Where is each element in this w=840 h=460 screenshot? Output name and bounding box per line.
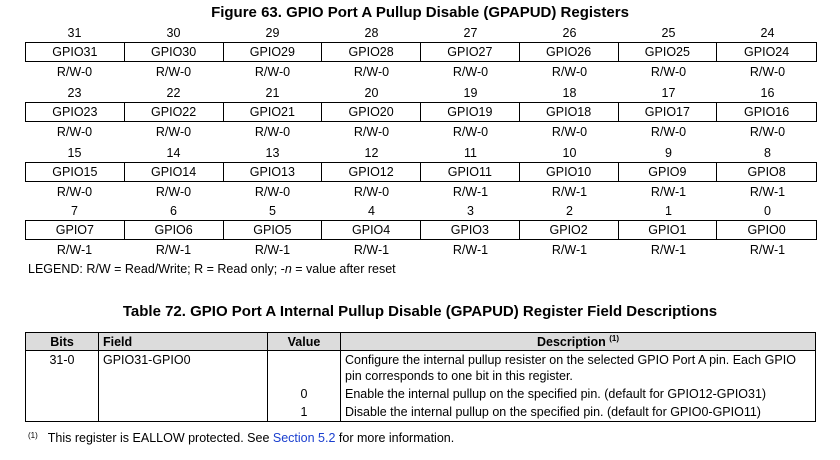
- field-cell: GPIO31-GPIO0: [99, 351, 268, 422]
- bit-number: 9: [665, 146, 672, 160]
- reset-value: R/W-0: [551, 64, 588, 79]
- reset-value: R/W-1: [749, 242, 786, 257]
- bit-number: 3: [467, 204, 474, 218]
- reset-value: R/W-0: [56, 184, 93, 199]
- register-field: GPIO20: [322, 103, 421, 121]
- register-field: GPIO0: [747, 223, 786, 237]
- bit-number: 10: [562, 146, 577, 160]
- footnote: [28, 431, 454, 445]
- reset-value: R/W-0: [254, 124, 291, 139]
- value-cell: [268, 351, 341, 386]
- header-field: Field: [99, 333, 268, 351]
- reset-value: R/W-1: [254, 242, 291, 257]
- bit-number: 16: [760, 86, 775, 100]
- reset-value: R/W-1: [452, 242, 489, 257]
- header-value: Value: [268, 333, 341, 351]
- bit-number: 0: [764, 204, 771, 218]
- register-field: GPIO4: [322, 221, 421, 239]
- header-bits: Bits: [26, 333, 99, 351]
- header-description-label: Description: [536, 335, 606, 350]
- description-cell: Enable the internal pullup on the specified pin. (default for GPIO12-GPIO31): [341, 385, 816, 403]
- header-description: [341, 333, 816, 351]
- register-field: GPIO31: [26, 43, 125, 61]
- bit-number: 25: [661, 26, 676, 40]
- bit-number: 13: [265, 146, 280, 160]
- reset-value: R/W-0: [650, 124, 687, 139]
- reset-value: R/W-1: [650, 242, 687, 257]
- register-field: GPIO1: [619, 221, 718, 239]
- register-field: GPIO15: [26, 163, 125, 181]
- reset-value: R/W-0: [650, 64, 687, 79]
- reset-value-row: [25, 182, 817, 202]
- reset-value: R/W-0: [452, 124, 489, 139]
- description-cell: Configure the internal pullup resister on the selected GPIO Port A pin. Each GPIO pin corresponds to one bit in this register.: [341, 351, 816, 386]
- reset-value: R/W-1: [56, 242, 93, 257]
- reset-value: R/W-0: [452, 64, 489, 79]
- register-group: [25, 86, 817, 142]
- register-field: GPIO10: [520, 163, 619, 181]
- register-field: GPIO27: [421, 43, 520, 61]
- bit-number: 5: [269, 204, 276, 218]
- register-field: GPIO28: [322, 43, 421, 61]
- footnote-text-before: This register is EALLOW protected. See: [47, 431, 273, 445]
- figure-title: Figure 63. GPIO Port A Pullup Disable (GPAPUD) Registers: [211, 4, 629, 21]
- register-field: GPIO14: [125, 163, 224, 181]
- bit-number: 14: [166, 146, 181, 160]
- reset-value: R/W-0: [155, 64, 192, 79]
- reset-value: R/W-1: [155, 242, 192, 257]
- register-group: [25, 26, 817, 82]
- register-field: GPIO13: [224, 163, 323, 181]
- register-field: GPIO30: [125, 43, 224, 61]
- value-cell: 1: [268, 403, 341, 422]
- reset-value: R/W-0: [353, 184, 390, 199]
- bit-number: 19: [463, 86, 478, 100]
- reset-value: R/W-1: [650, 184, 687, 199]
- bit-number: 8: [764, 146, 771, 160]
- register-field: GPIO21: [224, 103, 323, 121]
- legend: [28, 262, 396, 276]
- section-link[interactable]: Section 5.2: [272, 431, 336, 445]
- header-description-note: (1): [609, 333, 620, 343]
- register-field: GPIO22: [125, 103, 224, 121]
- register-field: GPIO25: [619, 43, 718, 61]
- register-field: GPIO16: [744, 105, 790, 119]
- reset-value: R/W-0: [155, 124, 192, 139]
- bit-number: 12: [364, 146, 379, 160]
- table-row: [26, 351, 816, 386]
- bit-number: 20: [364, 86, 379, 100]
- footnote-mark: (1): [28, 431, 38, 440]
- reset-value-row: [25, 240, 817, 260]
- register-field: GPIO24: [744, 45, 790, 59]
- reset-value: R/W-1: [551, 242, 588, 257]
- bit-number: 18: [562, 86, 577, 100]
- legend-prefix: LEGEND: R/W = Read/Write; R = Read only; -: [28, 262, 285, 276]
- table-title: Table 72. GPIO Port A Internal Pullup Disable (GPAPUD) Register Field Descriptions: [122, 303, 718, 320]
- reset-value: R/W-0: [254, 64, 291, 79]
- bit-number: 17: [661, 86, 676, 100]
- bit-number: 30: [166, 26, 181, 40]
- bit-number-row: [25, 86, 817, 102]
- bit-number: 24: [760, 26, 775, 40]
- reset-value: R/W-0: [56, 64, 93, 79]
- bit-number: 7: [71, 204, 78, 218]
- register-field: GPIO6: [125, 221, 224, 239]
- value-cell: 0: [268, 385, 341, 403]
- reset-value: R/W-1: [452, 184, 489, 199]
- register-field: GPIO11: [421, 163, 520, 181]
- reset-value: R/W-0: [551, 124, 588, 139]
- register-field: GPIO7: [26, 221, 125, 239]
- bit-number: 26: [562, 26, 577, 40]
- reset-value: R/W-0: [353, 124, 390, 139]
- register-group: [25, 146, 817, 202]
- bit-number: 27: [463, 26, 478, 40]
- bit-number-row: [25, 26, 817, 42]
- reset-value: R/W-0: [749, 64, 786, 79]
- bit-number-row: [25, 204, 817, 220]
- register-group: [25, 204, 817, 260]
- register-field: GPIO17: [619, 103, 718, 121]
- register-field: GPIO26: [520, 43, 619, 61]
- register-field: GPIO23: [26, 103, 125, 121]
- bits-cell: 31-0: [26, 351, 99, 422]
- reset-value: R/W-0: [254, 184, 291, 199]
- register-field: GPIO12: [322, 163, 421, 181]
- register-field: GPIO3: [421, 221, 520, 239]
- legend-suffix: = value after reset: [291, 262, 396, 276]
- register-field-row: [25, 42, 817, 62]
- reset-value: R/W-0: [155, 184, 192, 199]
- bit-number: 2: [566, 204, 573, 218]
- bit-number: 22: [166, 86, 181, 100]
- register-field-row: [25, 102, 817, 122]
- bit-number: 6: [170, 204, 177, 218]
- reset-value-row: [25, 62, 817, 82]
- bit-number: 31: [67, 26, 82, 40]
- register-field: GPIO5: [224, 221, 323, 239]
- register-field: GPIO18: [520, 103, 619, 121]
- reset-value: R/W-1: [749, 184, 786, 199]
- bit-number: 29: [265, 26, 280, 40]
- bit-number-row: [25, 146, 817, 162]
- description-cell: Disable the internal pullup on the specified pin. (default for GPIO0-GPIO11): [341, 403, 816, 422]
- bit-number: 23: [67, 86, 82, 100]
- register-field: GPIO9: [619, 163, 718, 181]
- bit-number: 28: [364, 26, 379, 40]
- reset-value: R/W-1: [551, 184, 588, 199]
- register-field-row: [25, 220, 817, 240]
- register-field: GPIO2: [520, 221, 619, 239]
- legend-italic: n: [284, 262, 292, 276]
- field-description-table: [25, 332, 816, 422]
- register-field-row: [25, 162, 817, 182]
- bit-number: 1: [665, 204, 672, 218]
- register-field: GPIO8: [747, 165, 786, 179]
- bit-number: 4: [368, 204, 375, 218]
- reset-value: R/W-0: [353, 64, 390, 79]
- reset-value: R/W-1: [353, 242, 390, 257]
- bit-number: 15: [67, 146, 82, 160]
- register-field: GPIO19: [421, 103, 520, 121]
- reset-value-row: [25, 122, 817, 142]
- register-field: GPIO29: [224, 43, 323, 61]
- reset-value: R/W-0: [56, 124, 93, 139]
- reset-value: R/W-0: [749, 124, 786, 139]
- bit-number: 11: [464, 146, 477, 160]
- footnote-text-after: for more information.: [335, 431, 455, 445]
- bit-number: 21: [265, 86, 280, 100]
